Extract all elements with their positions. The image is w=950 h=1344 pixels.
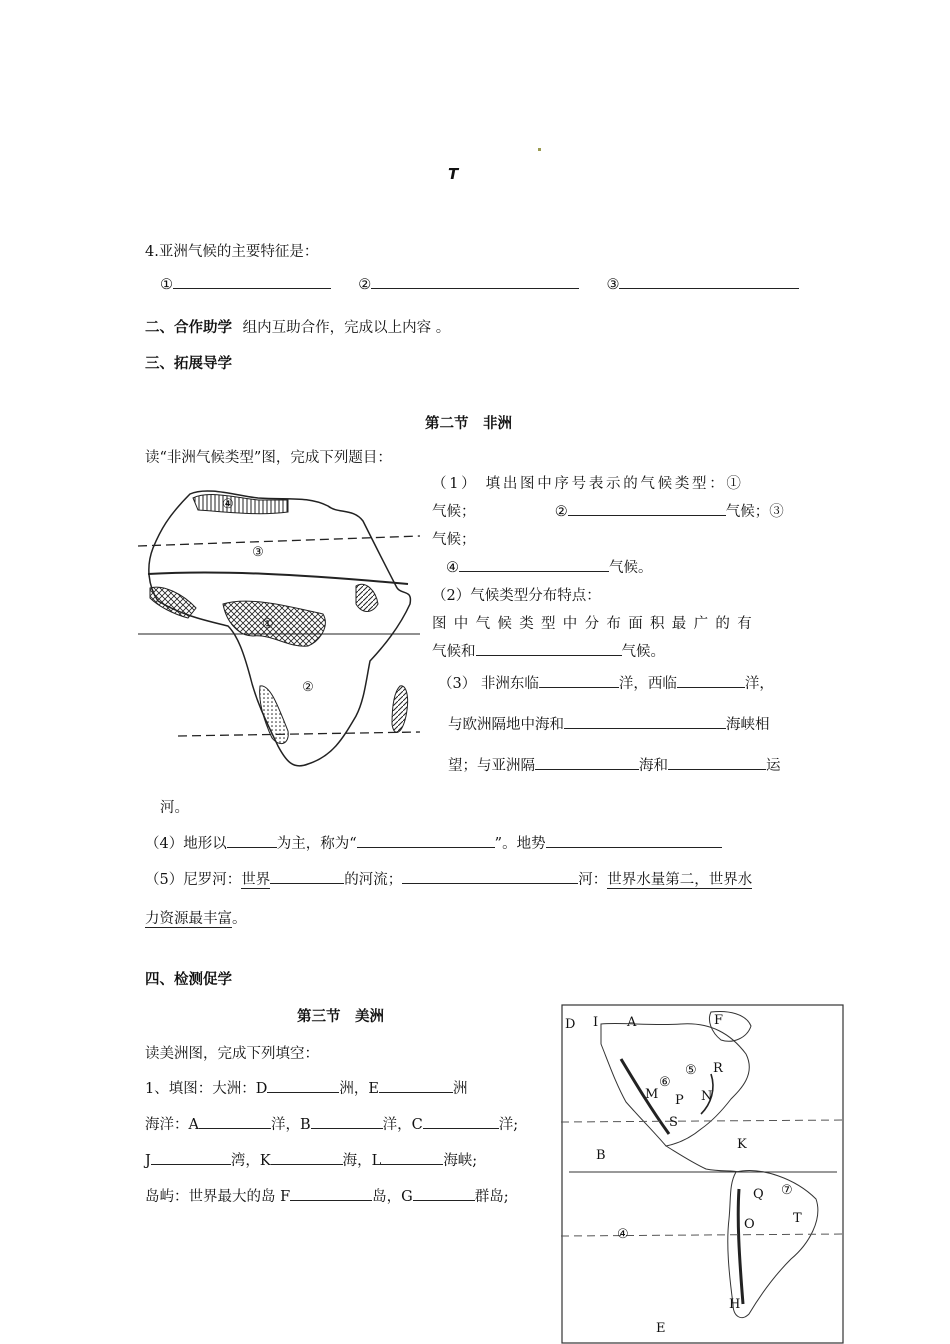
america-map-label-7: ⑦ (781, 1183, 793, 1198)
america-l4-a: 岛屿：世界最大的岛 F (145, 1189, 291, 1205)
africa-q3-a: （3） 非洲东临 (438, 676, 539, 692)
africa-q5-a: （5）尼罗河： (145, 872, 242, 888)
madagascar (392, 686, 408, 733)
africa-q1-qihou2: 气候；③ (725, 504, 784, 520)
america-l3-d: 海峡; (443, 1153, 478, 1169)
america-map-label-K: K (737, 1137, 747, 1152)
section4-title: 四、检测促学 (145, 972, 232, 988)
central-america (666, 1146, 739, 1172)
america-l1-c: 洲 (452, 1081, 468, 1097)
africa-q3-blank-west[interactable] (677, 673, 745, 688)
africa-q2-qihou-he: 气候和 (432, 644, 476, 660)
africa-q3-line3 (448, 754, 781, 775)
africa-q5-blank-2[interactable] (402, 869, 578, 884)
africa-q4-c: ”。地势 (494, 836, 546, 852)
america-map-label-F: F (714, 1013, 724, 1028)
america-blank-D[interactable] (267, 1078, 339, 1093)
america-heading: 第三节 美洲 (297, 1009, 384, 1025)
america-line4 (145, 1185, 509, 1206)
africa-q1-line4 (446, 556, 653, 577)
africa-q4-blank-name[interactable] (357, 833, 495, 848)
america-map-label-Q: Q (753, 1187, 764, 1202)
africa-q1-c2: ② (554, 504, 568, 520)
africa-q5-b: 世界 (241, 872, 271, 888)
africa-q1-blank-2[interactable] (568, 501, 726, 516)
america-l2-c: 洋，C (382, 1117, 423, 1133)
africa-q5-line2 (145, 907, 247, 928)
africa-q2-line2: 图中气候类型中分布面积最广的有 (432, 616, 759, 632)
america-l1-a: 1、填图：大洲：D (145, 1081, 268, 1097)
africa-map-label-4: ④ (222, 497, 234, 512)
america-map-label-N: N (701, 1089, 713, 1104)
africa-q4-a: （4）地形以 (145, 836, 227, 852)
america-blank-E[interactable] (379, 1078, 453, 1093)
africa-q3-line4: 河。 (160, 800, 189, 816)
america-map-label-H: H (729, 1297, 741, 1312)
q4-blank-1[interactable] (173, 274, 331, 289)
america-l3-a: J (145, 1153, 151, 1169)
africa-q5-g: 。 (232, 911, 247, 927)
africa-q4-blank-slope[interactable] (546, 833, 722, 848)
africa-q5-e: 世界水量第二，世界水 (607, 872, 753, 888)
africa-q1-line1: （1） 填出图中序号表示的气候类型：① (432, 476, 744, 492)
section2-line (145, 316, 450, 337)
africa-q1-c4: ④ (446, 560, 459, 576)
africa-q5-line1 (145, 868, 752, 889)
africa-q1-qihou: 气候； (432, 504, 476, 520)
africa-q3-blank-canal[interactable] (668, 755, 766, 770)
africa-climate-map (138, 476, 420, 772)
america-l2-a: 海洋：A (145, 1117, 199, 1133)
q4-prompt: 4.亚洲气候的主要特征是： (145, 244, 319, 260)
africa-q3-blank-sea[interactable] (535, 755, 639, 770)
section3-title: 三、拓展导学 (145, 356, 232, 372)
africa-q3-b: 洋，西临 (618, 676, 677, 692)
africa-q2-line3 (432, 640, 665, 661)
america-l3-c: 海，L (342, 1153, 382, 1169)
america-l3-b: 湾，K (230, 1153, 271, 1169)
america-map-label-5: ⑤ (685, 1063, 697, 1078)
america-map-label-A: A (627, 1015, 637, 1030)
america-map-label-4: ④ (617, 1227, 629, 1242)
africa-q3-line1 (438, 672, 774, 693)
africa-q5-c: 的河流； (344, 872, 403, 888)
africa-q5-f: 力资源最丰富 (145, 911, 232, 927)
africa-map-label-3: ③ (252, 545, 264, 560)
africa-q3-blank-strait[interactable] (564, 714, 726, 729)
q4-choice-3: ③ (606, 277, 620, 293)
q4-choice-1: ① (160, 277, 173, 293)
america-line1 (145, 1077, 467, 1098)
america-blank-C[interactable] (423, 1114, 499, 1129)
africa-q3-c: 洋， (744, 676, 774, 692)
region-1 (223, 601, 325, 646)
top-mark: T (448, 165, 459, 183)
africa-heading: 第二节 非洲 (425, 416, 512, 432)
region-4 (193, 495, 288, 514)
q4-answer-row (160, 274, 799, 293)
america-l4-c: 群岛; (474, 1189, 509, 1205)
africa-q5-blank-1[interactable] (270, 869, 344, 884)
africa-q2-line1: （2）气候类型分布特点： (432, 588, 601, 604)
q4-blank-2[interactable] (371, 274, 579, 289)
section2-title: 二、合作助学 (145, 320, 232, 336)
america-blank-A[interactable] (199, 1114, 271, 1129)
america-blank-L[interactable] (381, 1150, 443, 1165)
america-blank-J[interactable] (151, 1150, 231, 1165)
america-map-label-P: P (675, 1093, 684, 1108)
africa-q1-line3: 气候； (432, 532, 476, 548)
america-intro: 读美洲图，完成下列填空： (145, 1046, 319, 1062)
america-map-label-M: M (645, 1087, 659, 1102)
america-line3 (145, 1149, 477, 1170)
africa-q4-line (145, 832, 722, 853)
region-west-savanna (150, 587, 196, 618)
america-map-label-I: I (593, 1015, 599, 1030)
america-map-label-O: O (744, 1217, 755, 1232)
africa-q3-blank-east[interactable] (539, 673, 619, 688)
section2-desc: 组内互助合作，完成以上内容 。 (242, 320, 451, 336)
africa-q3-h: 运 (766, 758, 781, 774)
america-map-label-B: B (596, 1148, 606, 1163)
africa-q4-b: 为主，称为“ (276, 836, 357, 852)
africa-q1-qihou4: 气候。 (609, 560, 653, 576)
america-blank-B[interactable] (311, 1114, 383, 1129)
africa-q3-f: 望；与亚洲隔 (448, 758, 535, 774)
america-blank-G[interactable] (413, 1186, 475, 1201)
africa-q1-line2 (432, 500, 784, 521)
africa-q4-blank-terrain[interactable] (227, 833, 277, 848)
africa-q2-blank[interactable] (476, 641, 622, 656)
america-l2-b: 洋，B (270, 1117, 311, 1133)
america-map-label-S: S (669, 1115, 678, 1130)
america-blank-F[interactable] (290, 1186, 372, 1201)
africa-map-label-1: ① (262, 617, 274, 632)
america-blank-K[interactable] (271, 1150, 343, 1165)
africa-map-label-2: ② (302, 680, 314, 695)
america-l4-b: 岛，G (372, 1189, 413, 1205)
america-l2-d: 洋; (498, 1117, 519, 1133)
america-l1-b: 洲，E (339, 1081, 379, 1097)
africa-q3-g: 海和 (639, 758, 668, 774)
america-map-label-R: R (713, 1061, 723, 1076)
america-line2 (145, 1113, 518, 1134)
america-map-label-D: D (565, 1017, 576, 1032)
africa-q1-blank-4[interactable] (459, 557, 609, 572)
region-east-highland (356, 584, 378, 611)
q4-blank-3[interactable] (619, 274, 799, 289)
africa-q2-qihou-end: 气候。 (621, 644, 665, 660)
africa-q3-e: 海峡相 (726, 717, 770, 733)
q4-choice-2: ② (358, 277, 372, 293)
america-map-label-E: E (656, 1321, 666, 1336)
america-map-label-6: ⑥ (659, 1075, 671, 1090)
america-map (561, 1004, 845, 1344)
africa-q3-line2 (448, 713, 770, 734)
africa-intro: 读“非洲气候类型”图，完成下列题目： (145, 450, 392, 466)
africa-q3-d: 与欧洲隔地中海和 (448, 717, 564, 733)
america-map-label-T: T (793, 1211, 802, 1226)
africa-q5-d: 河： (578, 872, 608, 888)
decorative-dot (538, 148, 541, 151)
